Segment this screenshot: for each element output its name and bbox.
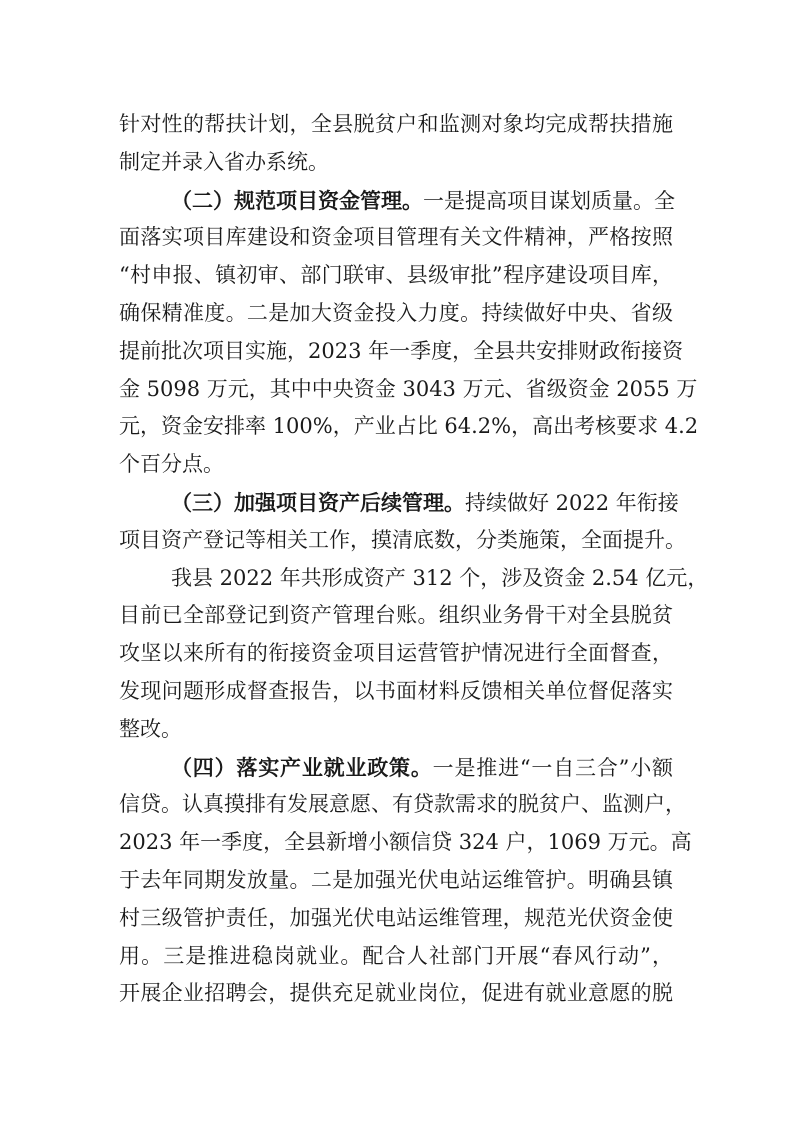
text-line: 项目资产登记等相关工作，摸清底数，分类施策，全面提升。 — [119, 527, 686, 552]
text-line: 用。三是推进稳岗就业。配合人社部门开展“春风行动”， — [119, 943, 673, 968]
text-line: 攻坚以来所有的衔接资金项目运营管护情况进行全面督查， — [119, 641, 673, 666]
text-line: 元，资金安排率 100%，产业占比 64.2%，高出考核要求 4.2 — [119, 414, 699, 439]
section-heading: （三）加强项目资产后续管理。 — [171, 489, 465, 515]
text-line: 村三级管护责任，加强光伏电站运维管理，规范光伏资金使 — [119, 905, 673, 930]
text-line: 2023 年一季度，全县新增小额信贷 324 户，1069 万元。高 — [119, 830, 692, 855]
text-line: 面落实项目库建设和资金项目管理有关文件精神，严格按照 — [119, 225, 673, 250]
section-heading: （二）规范项目资金管理。 — [171, 187, 423, 213]
paragraph-assets — [119, 560, 709, 749]
text-line: 金 5098 万元，其中中央资金 3043 万元、省级资金 2055 万 — [119, 376, 698, 401]
text-line: “村申报、镇初审、部门联审、县级审批”程序建设项目库， — [119, 263, 673, 288]
text-line: 提前批次项目实施，2023 年一季度，全县共安排财政衔接资 — [119, 338, 684, 363]
paragraph-section-3 — [119, 484, 686, 560]
text-line: 个百分点。 — [119, 452, 224, 477]
text-line: 目前已全部登记到资产管理台账。组织业务骨干对全县脱贫 — [119, 603, 673, 628]
text-line — [119, 182, 673, 220]
section-heading: （四）落实产业就业政策。 — [171, 754, 433, 780]
text-line — [119, 749, 673, 787]
paragraph-section-2 — [119, 182, 699, 484]
text-line: 开展企业招聘会，提供充足就业岗位，促进有就业意愿的脱 — [119, 981, 673, 1006]
text-line: 整改。 — [119, 716, 182, 741]
document-page — [119, 106, 709, 1013]
paragraph-section-4 — [119, 749, 692, 1014]
text-line — [119, 484, 679, 522]
text-line: 针对性的帮扶计划，全县脱贫户和监测对象均完成帮扶措施 — [119, 112, 673, 136]
text-line: 信贷。认真摸排有发展意愿、有贷款需求的脱贫户、监测户， — [119, 792, 686, 817]
text-line: 于去年同期发放量。二是加强光伏电站运维管护。明确县镇 — [119, 867, 673, 892]
text-run: 一是提高项目谋划质量。全 — [423, 188, 675, 213]
text-line: 发现问题形成督查报告，以书面材料反馈相关单位督促落实 — [119, 678, 673, 703]
text-run: 一是推进“一自三合”小额 — [432, 755, 673, 780]
text-line: 确保精准度。二是加大资金投入力度。持续做好中央、省级 — [119, 300, 673, 325]
text-run: 持续做好 2022 年衔接 — [465, 490, 679, 515]
text-line: 我县 2022 年共形成资产 312 个，涉及资金 2.54 亿元， — [171, 565, 709, 590]
text-line: 制定并录入省办系统。 — [119, 149, 329, 174]
paragraph-continued — [119, 106, 673, 182]
